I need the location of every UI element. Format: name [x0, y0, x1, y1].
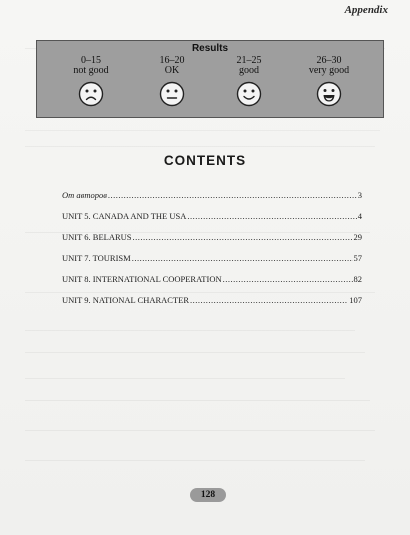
toc-leader-dots [187, 211, 356, 221]
result-range: 21–25 [236, 55, 262, 66]
toc-entry-page: 4 [357, 211, 362, 221]
result-label: not good [73, 65, 109, 76]
result-range: 16–20 [159, 55, 185, 66]
neutral-face-icon [159, 81, 185, 107]
toc-leader-dots [133, 232, 353, 242]
toc-entry-label: UNIT 6. BELARUS [62, 232, 132, 242]
results-title: Results [191, 43, 229, 54]
toc-leader-dots [132, 253, 353, 263]
result-column-1 [132, 56, 212, 107]
bleed-line [25, 330, 355, 331]
result-label: good [239, 65, 259, 76]
toc-entry[interactable] [62, 263, 362, 284]
toc-entry[interactable] [62, 221, 362, 242]
toc-leader-dots [223, 274, 353, 284]
toc-entry-page: 82 [353, 274, 362, 284]
result-range: 0–15 [81, 55, 101, 66]
bleed-line [25, 146, 375, 147]
toc-entry-page: 3 [357, 190, 362, 200]
toc-entry-label: UNIT 5. CANADA AND THE USA [62, 211, 187, 221]
result-label: OK [164, 65, 180, 76]
toc-entry-page: 29 [353, 232, 362, 242]
results-table [36, 40, 384, 118]
bleed-line [25, 430, 375, 431]
result-column-2 [209, 56, 289, 107]
toc-entry-label: UNIT 7. TOURISM [62, 253, 131, 263]
laughing-face-icon [316, 81, 342, 107]
toc-entry-label: UNIT 9. NATIONAL CHARACTER [62, 295, 190, 305]
toc-leader-dots [190, 295, 348, 305]
toc-entry[interactable] [62, 242, 362, 263]
bleed-line [25, 460, 365, 461]
result-label: very good [308, 65, 350, 76]
page-number-badge: 128 [190, 488, 226, 502]
toc-entry[interactable] [62, 179, 362, 200]
result-column-0 [51, 56, 131, 107]
smile-face-icon [236, 81, 262, 107]
toc-leader-dots [108, 190, 357, 200]
result-range: 26–30 [316, 55, 342, 66]
sad-face-icon [78, 81, 104, 107]
bleed-line [25, 378, 345, 379]
toc-entry-label: От авторов [62, 190, 107, 200]
toc-entry[interactable] [62, 284, 362, 305]
bleed-line [25, 352, 365, 353]
table-of-contents [62, 179, 362, 305]
toc-entry-page: 107 [349, 295, 362, 305]
toc-entry-page: 57 [353, 253, 362, 263]
toc-entry[interactable] [62, 200, 362, 221]
bleed-line [25, 400, 370, 401]
running-header: Appendix [344, 4, 388, 16]
result-column-3 [289, 56, 369, 107]
contents-heading: CONTENTS [163, 153, 247, 168]
bleed-line [25, 130, 380, 131]
toc-entry-label: UNIT 8. INTERNATIONAL COOPERATION [62, 274, 222, 284]
